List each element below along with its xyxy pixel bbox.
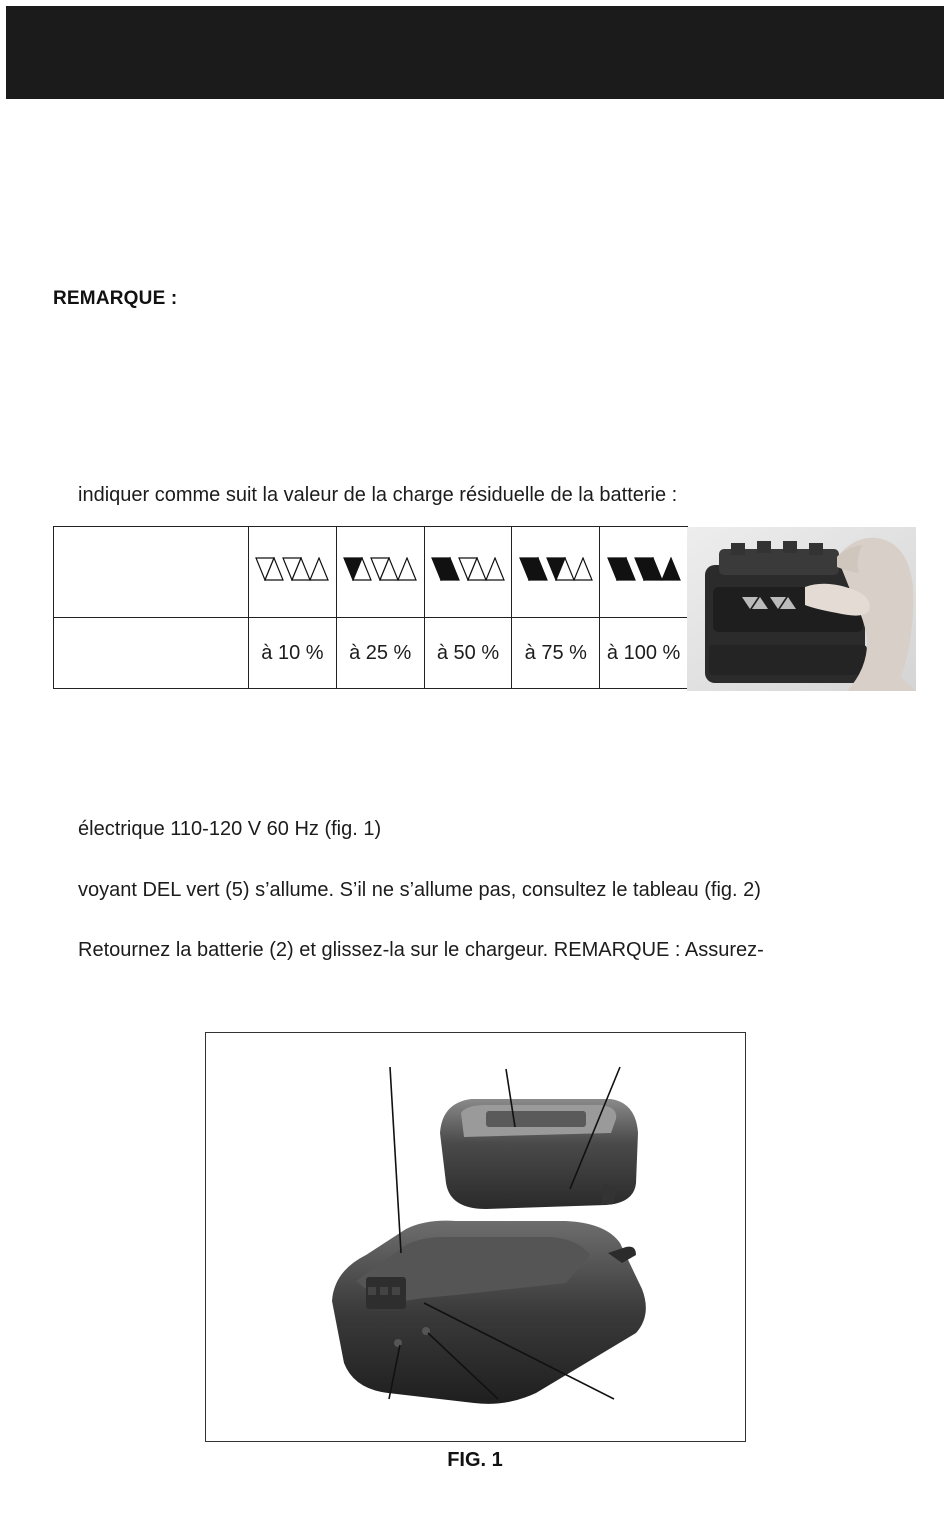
charge-triangle: [574, 558, 592, 580]
charge-triangles-icon: [607, 557, 681, 581]
step-line-2: voyant DEL vert (5) s’allume. S’il ne s’allume pas, consultez le tableau (fig. 2): [78, 879, 761, 901]
header-bar: [6, 6, 944, 99]
charge-triangle: [310, 558, 328, 580]
charge-level-table: [53, 526, 688, 689]
charge-label-50: à 50 %: [424, 618, 512, 689]
figure-caption: FIG. 1: [447, 1449, 503, 1471]
step-line-3: Retournez la batterie (2) et glissez-la sur le chargeur. REMARQUE : Assurez-: [78, 939, 764, 961]
charge-triangles-icon: [519, 557, 593, 581]
step-line-1: électrique 110-120 V 60 Hz (fig. 1): [78, 818, 382, 840]
intro-line: indiquer comme suit la valeur de la charge résiduelle de la batterie :: [78, 484, 678, 506]
charge-label-75: à 75 %: [512, 618, 600, 689]
charge-label-10: à 10 %: [249, 618, 337, 689]
charge-indicator-100: [600, 527, 688, 618]
charge-indicator-25: [336, 527, 424, 618]
charge-label-25: à 25 %: [336, 618, 424, 689]
charger-battery-illustration: [206, 1033, 745, 1441]
charge-triangle: [662, 558, 680, 580]
battery-in-hand-photo: [687, 527, 916, 691]
charge-triangle: [398, 558, 416, 580]
charge-triangle: [486, 558, 504, 580]
label-row: [54, 618, 688, 689]
charge-indicator-10: [249, 527, 337, 618]
figure-frame: [205, 1032, 746, 1442]
table-blank-cell: [54, 527, 249, 618]
charge-triangles-icon: [343, 557, 417, 581]
charge-label-100: à 100 %: [600, 618, 688, 689]
indicator-row: [54, 527, 688, 618]
note-label: REMARQUE :: [53, 288, 178, 309]
charge-indicator-50: [424, 527, 512, 618]
charge-indicator-75: [512, 527, 600, 618]
table-blank-cell: [54, 618, 249, 689]
charge-triangles-icon: [431, 557, 505, 581]
charge-triangles-icon: [255, 557, 329, 581]
